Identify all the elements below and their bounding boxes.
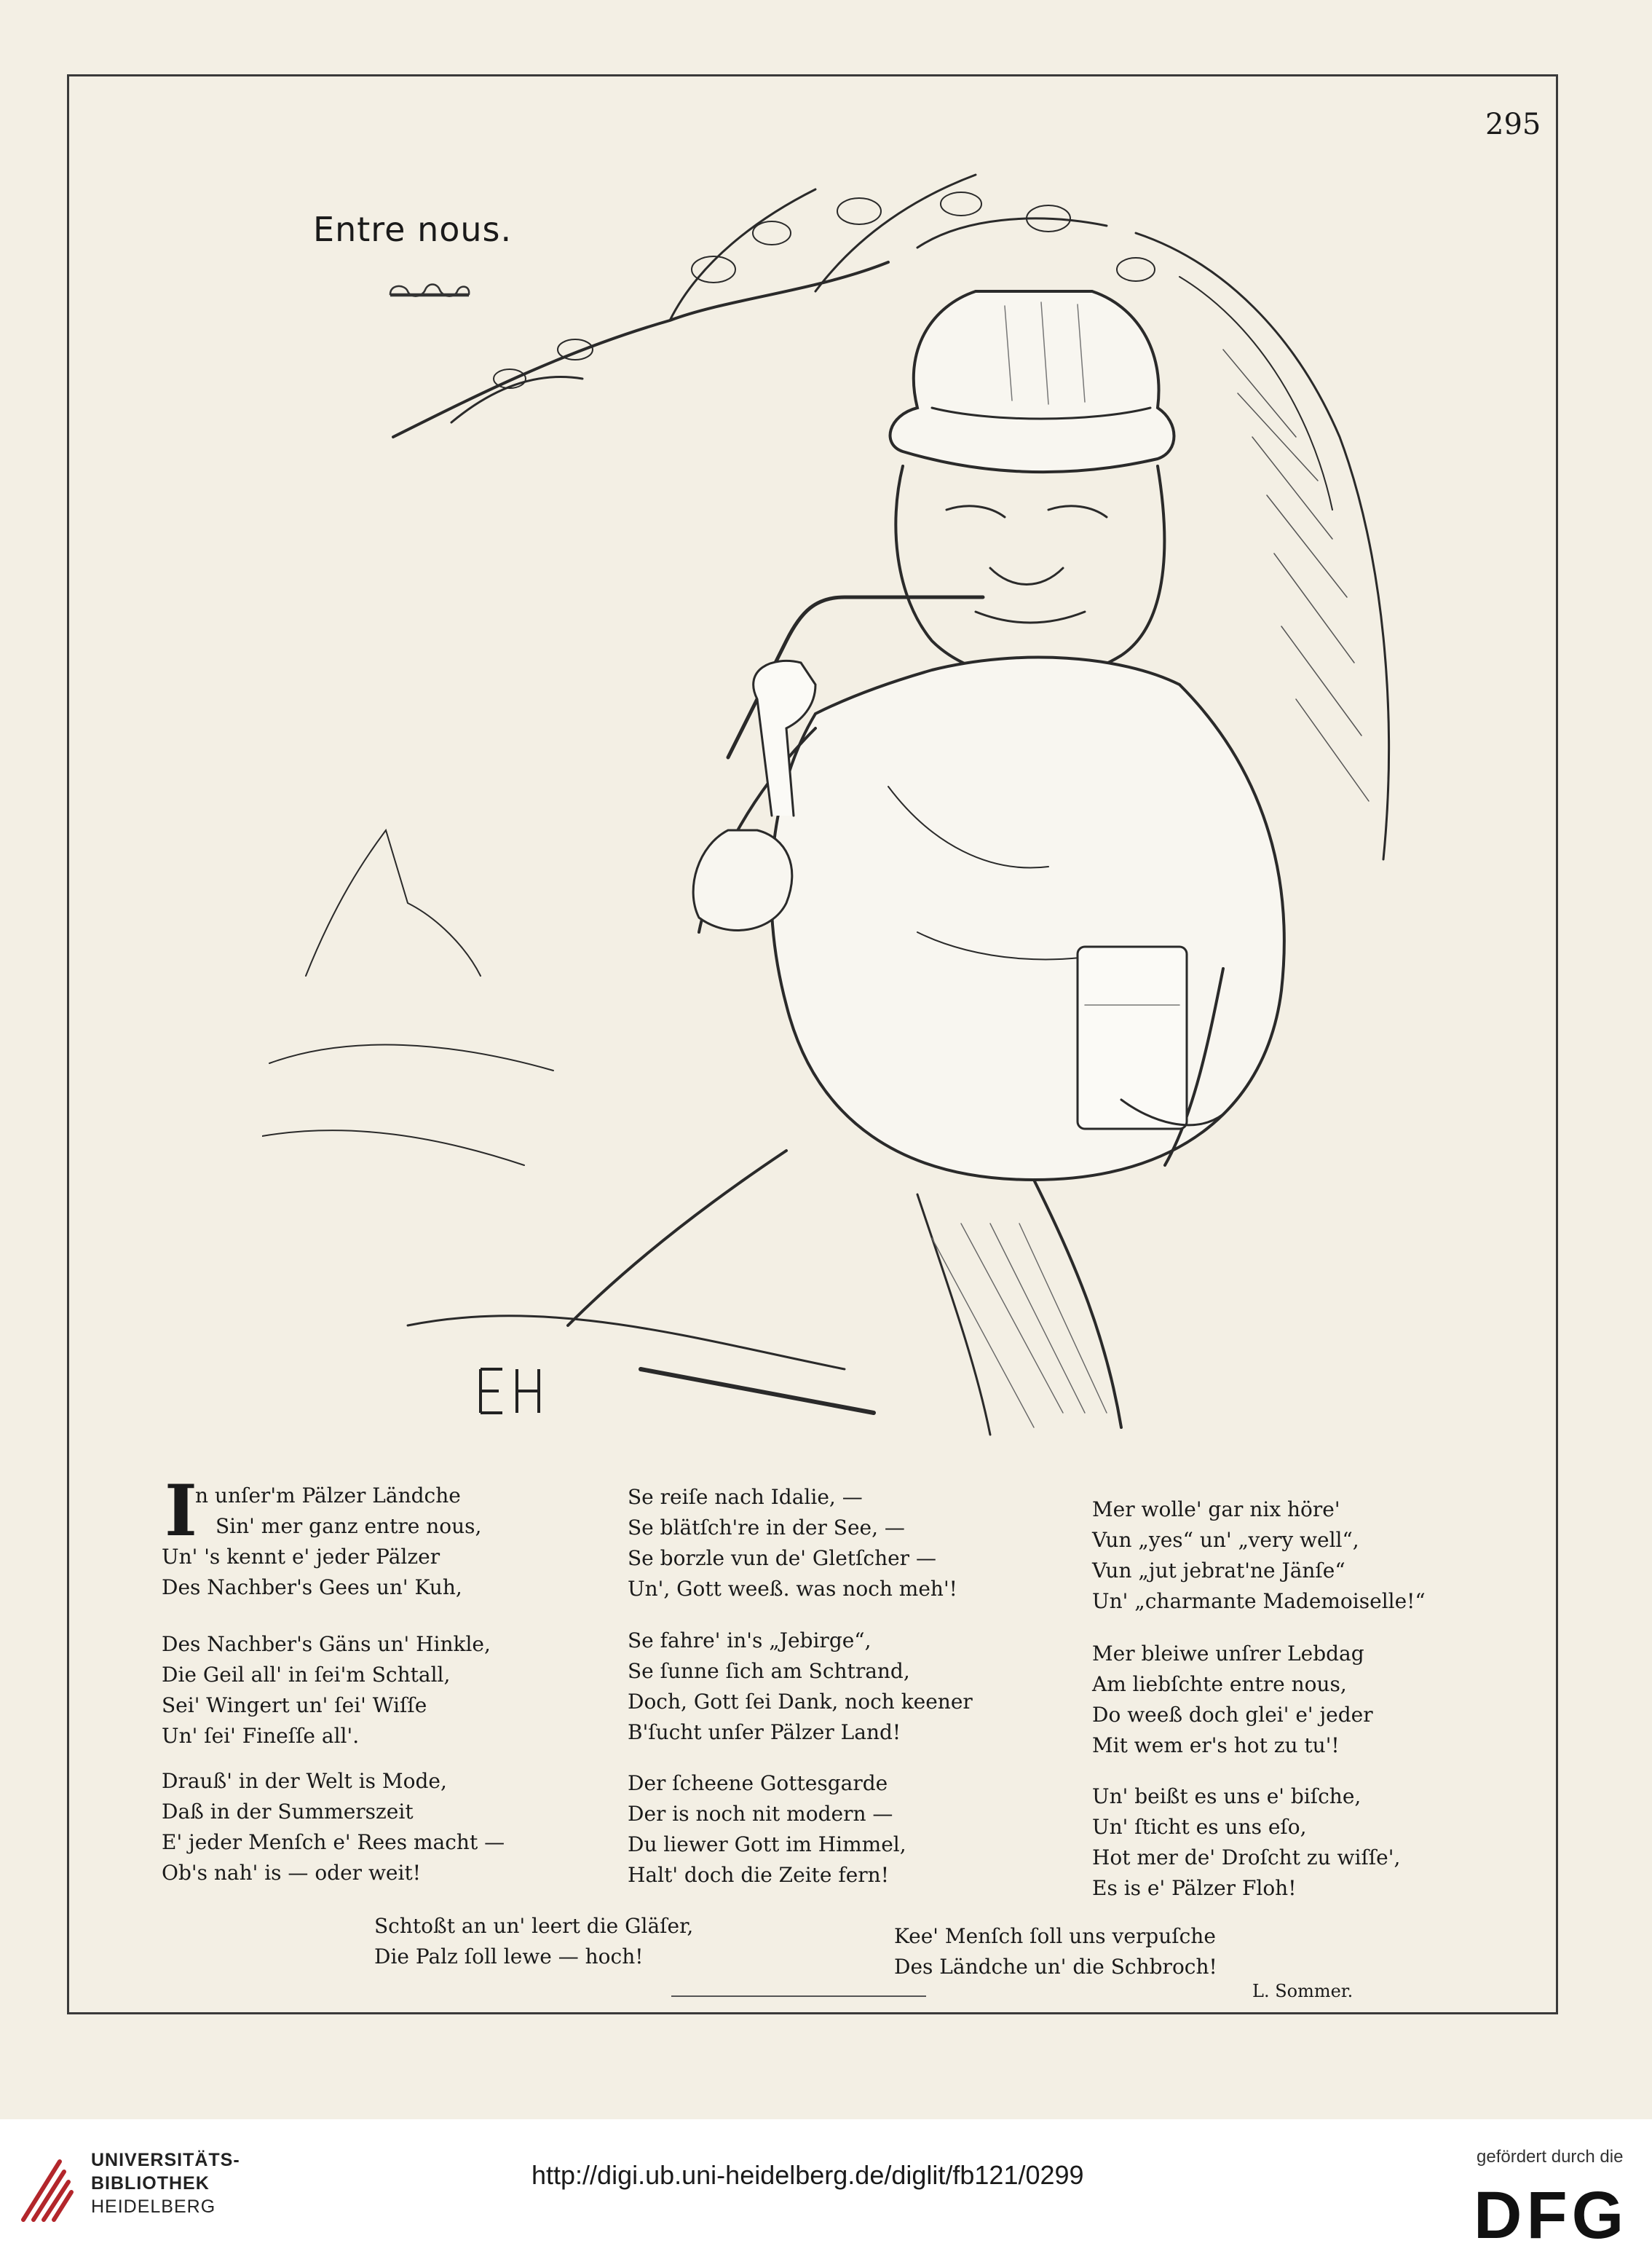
poem-line: Kee' Menſch ſoll uns verpuſche	[894, 1924, 1216, 1948]
poem-line: Ob's nah' is — oder weit!	[162, 1861, 421, 1885]
poem-line: Un' ſei' Fineſſe all'.	[162, 1724, 360, 1748]
poem-line: Un', Gott weeß. was noch meh'!	[628, 1577, 957, 1601]
library-name-line-3: HEIDELBERG	[91, 2196, 216, 2217]
page-number: 295	[1485, 108, 1541, 141]
poem-line: Un' „charmante Mademoiselle!“	[1092, 1589, 1426, 1613]
poem-line: Des Nachber's Gees un' Kuh,	[162, 1575, 462, 1599]
poem-line: Du liewer Gott im Himmel,	[628, 1832, 906, 1856]
author-signature: L. Sommer.	[1252, 1981, 1353, 2001]
poem-line: Se reiſe nach Idalie, —	[628, 1485, 863, 1509]
poem-line: Mer bleiwe unſrer Lebdag	[1092, 1642, 1364, 1666]
poem-line: Do weeß doch glei' e' jeder	[1092, 1703, 1373, 1727]
funding-caption: gefördert durch die	[1477, 2147, 1624, 2167]
drop-cap-initial: I	[165, 1470, 197, 1552]
library-name-line-1: UNIVERSITÄTS-	[91, 2150, 240, 2170]
university-library-logo-icon[interactable]	[16, 2147, 74, 2227]
dfg-logo[interactable]: DFG	[1474, 2178, 1629, 2253]
closing-stanza-right	[894, 1921, 1217, 1982]
poem-line: n unſer'm Pälzer Ländche	[195, 1483, 461, 1508]
stanza-2-3	[628, 1768, 906, 1891]
poem-line: Doch, Gott ſei Dank, noch keener	[628, 1690, 973, 1714]
poem-line: Mit wem er's hot zu tu'!	[1092, 1733, 1340, 1757]
page-title: Entre nous.	[313, 210, 513, 249]
poem-line: Se borzle vun de' Gletſcher —	[628, 1546, 936, 1570]
illustration-seated-man	[262, 131, 1427, 1457]
poem-line: Vun „jut jebrat'ne Jänſe“	[1092, 1559, 1345, 1583]
stanza-1-3	[162, 1766, 505, 1888]
poem-line: Se blätſch're in der See, —	[628, 1516, 905, 1540]
stanza-3-3	[1092, 1781, 1400, 1904]
stanza-2-2	[628, 1626, 973, 1748]
stanza-2-1	[628, 1482, 957, 1604]
poem-line: Die Geil all' in ſei'm Schtall,	[162, 1663, 451, 1687]
poem-line: Halt' doch die Zeite fern!	[628, 1863, 889, 1887]
closing-stanza-left	[374, 1911, 693, 1972]
permalink-url[interactable]: http://digi.ub.uni-heidelberg.de/diglit/fb121/0299	[531, 2160, 1084, 2190]
poem-line: Sei' Wingert un' ſei' Wiſſe	[162, 1693, 427, 1717]
stanza-1-1	[195, 1481, 481, 1542]
stanza-3-1	[1092, 1494, 1426, 1617]
poem-line: Se ſunne ſich am Schtrand,	[628, 1659, 910, 1683]
poem-line: Un' ſticht es uns eſo,	[1092, 1815, 1307, 1839]
poem-line: Am liebſchte entre nous,	[1092, 1672, 1347, 1696]
poem-line: Se fahre' in's „Jebirge“,	[628, 1628, 872, 1652]
poem-line: Sin' mer ganz entre nous,	[216, 1514, 482, 1538]
poem-line: Un' 's kennt e' jeder Pälzer	[162, 1545, 440, 1569]
poem-line: B'ſucht unſer Pälzer Land!	[628, 1720, 901, 1744]
poem-line: Daß in der Summerszeit	[162, 1800, 414, 1824]
poem-line: Des Ländche un' die Schbroch!	[894, 1955, 1217, 1979]
poem-line: Mer wolle' gar nix höre'	[1092, 1497, 1340, 1521]
stanza-1-1-cont	[162, 1542, 462, 1603]
poem-line: Es is e' Pälzer Floh!	[1092, 1876, 1297, 1900]
poem-line: Der is noch nit modern —	[628, 1802, 893, 1826]
stanza-3-2	[1092, 1639, 1373, 1761]
poem-line: Der ſcheene Gottesgarde	[628, 1771, 888, 1795]
poem-line: Die Palz ſoll lewe — hoch!	[374, 1944, 644, 1969]
poem-line: E' jeder Menſch e' Rees macht —	[162, 1830, 505, 1854]
poem-line: Drauß' in der Welt is Mode,	[162, 1769, 447, 1793]
poem-line: Un' beißt es uns e' biſche,	[1092, 1784, 1361, 1808]
poem-line: Vun „yes“ un' „very well“,	[1092, 1528, 1359, 1552]
poem-line: Des Nachber's Gäns un' Hinkle,	[162, 1632, 491, 1656]
stanza-1-2	[162, 1629, 491, 1751]
poem-line: Schtoßt an un' leert die Gläſer,	[374, 1914, 694, 1938]
library-name-line-2: BIBLIOTHEK	[91, 2173, 210, 2194]
closing-divider	[671, 1995, 926, 1997]
poem-line: Hot mer de' Droſcht zu wiſſe',	[1092, 1845, 1401, 1869]
